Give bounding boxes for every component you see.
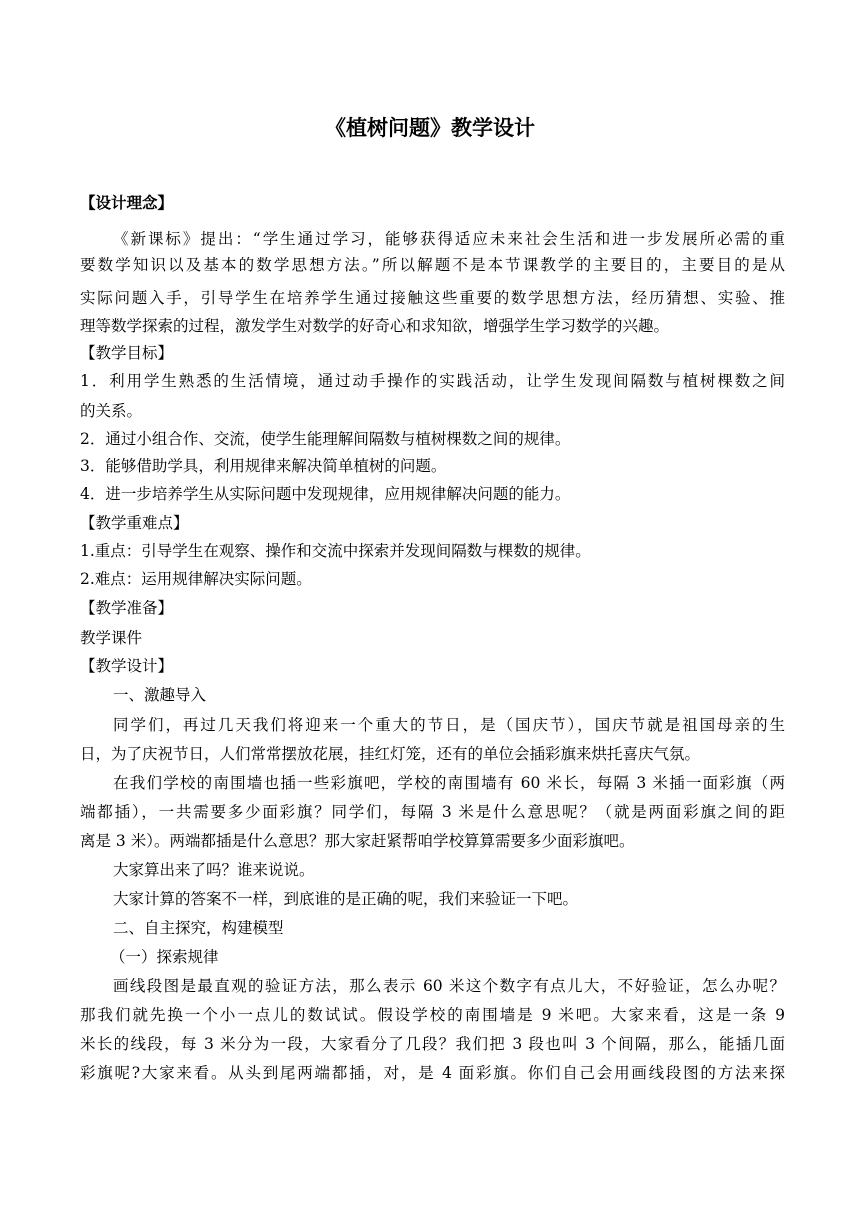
objective-item: 4．进一步培养学生从实际问题中发现规律，应用规律解决问题的能力。 xyxy=(80,485,571,503)
section-heading-preparation: 【教学准备】 xyxy=(80,599,174,617)
paragraph-line: 实际问题入手，引导学生在培养学生通过接触这些重要的数学思想方法，经历猜想、实验、推 xyxy=(80,289,785,307)
paragraph-line: 米长的线段，每 3 米分为一段，大家看分了几段？我们把 3 段也叫 3 个间隔，那么，能插几面 xyxy=(80,1035,785,1053)
subheading-exploration: 二、自主探究，构建模型 xyxy=(113,919,284,937)
paragraph-line: 画线段图是最直观的验证方法，那么表示 60 米这个数字有点儿大，不好验证，怎么办呢？ xyxy=(113,977,785,995)
section-heading-design-concept: 【设计理念】 xyxy=(80,194,174,212)
subheading-intro: 一、激趣导入 xyxy=(113,686,207,704)
paragraph-line: 理等数学探索的过程，激发学生对数学的好奇心和求知欲，增强学生学习数学的兴趣。 xyxy=(80,317,670,335)
paragraph-line: 大家计算的答案不一样，到底谁的是正确的呢，我们来验证一下吧。 xyxy=(113,890,579,908)
key-point-item: 2.难点：运用规律解决实际问题。 xyxy=(80,570,312,588)
paragraph-line: 那我们就先换一个小一点儿的数试试。假设学校的南围墙是 9 米吧。大家来看，这是一条 9 xyxy=(80,1006,785,1024)
section-heading-objectives: 【教学目标】 xyxy=(80,344,174,362)
objective-item: 3．能够借助学具，利用规律来解决简单植树的问题。 xyxy=(80,457,447,475)
document-title: 《植树问题》教学设计 xyxy=(325,116,535,140)
paragraph-line: 端都插），一共需要多少面彩旗？同学们，每隔 3 米是什么意思呢？（就是两面彩旗之间的距 xyxy=(80,803,785,821)
key-point-item: 1.重点：引导学生在观察、操作和交流中探索并发现间隔数与棵数的规律。 xyxy=(80,542,591,560)
subheading-explore-rules: （一）探索规律 xyxy=(110,948,219,966)
objective-item: 1．利用学生熟悉的生活情境，通过动手操作的实践活动，让学生发现间隔数与植树棵数之间 xyxy=(80,372,785,390)
objective-item-cont: 的关系。 xyxy=(80,402,143,420)
paragraph-line: 同学们，再过几天我们将迎来一个重大的节日，是（国庆节），国庆节就是祖国母亲的生 xyxy=(113,716,785,734)
paragraph-line: 离是 3 米）。两端都插是什么意思？那大家赶紧帮咱学校算算需要多少面彩旗吧。 xyxy=(80,832,635,850)
section-heading-teaching-design: 【教学设计】 xyxy=(80,657,174,675)
paragraph-line: 要数学知识以及基本的数学思想方法。”所以解题不是本节课教学的主要目的，主要目的是从 xyxy=(80,256,785,274)
paragraph-line: 《新课标》提出：“学生通过学习，能够获得适应未来社会生活和进一步发展所必需的重 xyxy=(113,230,785,248)
preparation-text: 教学课件 xyxy=(80,629,143,647)
objective-item: 2．通过小组合作、交流，使学生能理解间隔数与植树棵数之间的规律。 xyxy=(80,430,571,448)
paragraph-line: 大家算出来了吗？谁来说说。 xyxy=(113,861,315,879)
paragraph-line: 彩旗呢?大家来看。从头到尾两端都插，对，是 4 面彩旗。你们自己会用画线段图的方法来探 xyxy=(80,1064,785,1082)
paragraph-line: 在我们学校的南围墙也插一些彩旗吧，学校的南围墙有 60 米长，每隔 3 米插一面彩旗（两 xyxy=(113,774,785,792)
section-heading-key-points: 【教学重难点】 xyxy=(80,514,189,532)
paragraph-line: 日，为了庆祝节日，人们常常摆放花展，挂红灯笼，还有的单位会插彩旗来烘托喜庆气氛。 xyxy=(80,745,701,763)
